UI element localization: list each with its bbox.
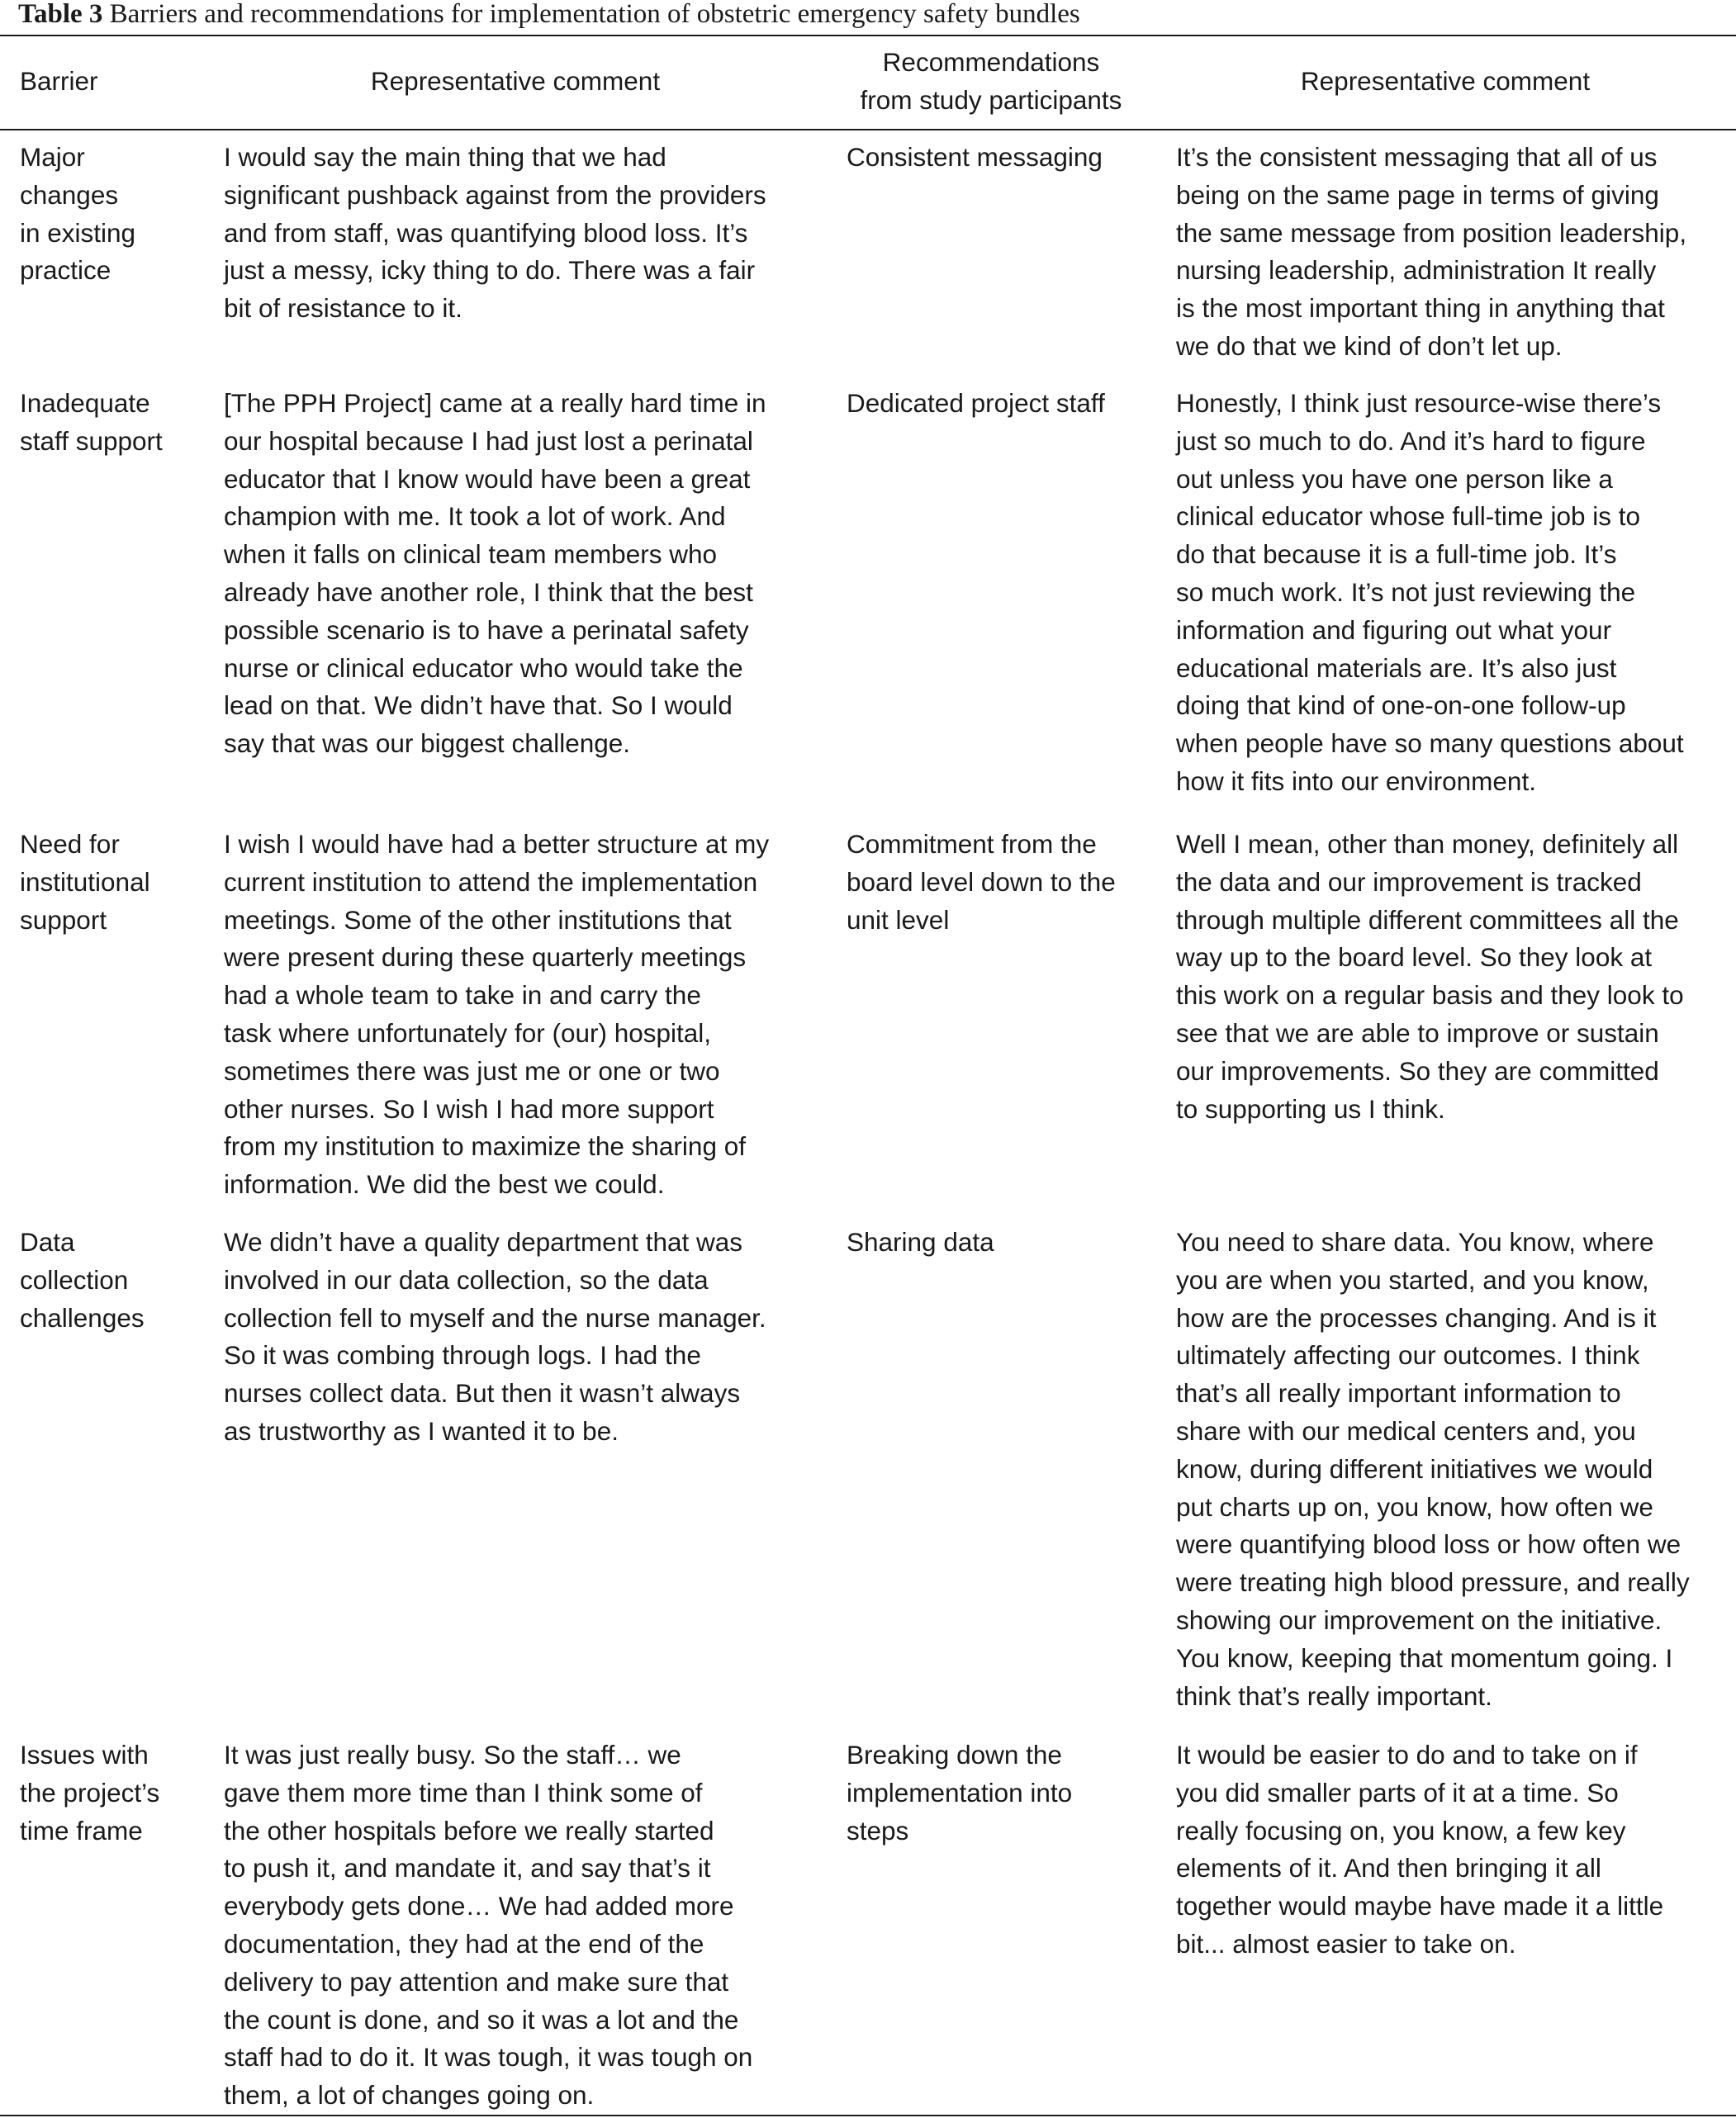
- cell-comment1-line: current institution to attend the implementation: [224, 866, 758, 897]
- cell-comment2-line: this work on a regular basis and they look to: [1176, 980, 1684, 1011]
- cell-comment2-line: when people have so many questions about: [1176, 728, 1684, 759]
- cell-comment2-line: just so much to do. And it’s hard to figure: [1176, 425, 1646, 456]
- header-recommendation-line: from study participants: [860, 84, 1122, 115]
- cell-comment2-line: so much work. It’s not just reviewing the: [1176, 576, 1636, 607]
- cell-barrier-line: institutional: [20, 866, 150, 897]
- cell-comment2-line: the same message from position leadership,: [1176, 217, 1687, 248]
- cell-comment2-line: see that we are able to improve or sustain: [1176, 1017, 1659, 1048]
- cell-comment2-line: were treating high blood pressure, and really: [1176, 1567, 1690, 1598]
- cell-recommendation-line: Commitment from the: [847, 829, 1097, 859]
- cell-barrier-line: in existing: [20, 217, 136, 248]
- cell-comment2-line: you are when you started, and you know,: [1176, 1264, 1649, 1295]
- cell-comment1-line: documentation, they had at the end of the: [224, 1928, 704, 1959]
- header-barrier: [20, 63, 98, 101]
- cell-barrier: [20, 826, 150, 939]
- cell-recommendation-line: board level down to the: [847, 866, 1116, 897]
- cell-comment2-line: how it fits into our environment.: [1176, 765, 1536, 796]
- cell-recommendation-line: Sharing data: [847, 1227, 994, 1257]
- cell-comment2-line: Honestly, I think just resource-wise there’s: [1176, 388, 1662, 418]
- cell-comment2-line: You need to share data. You know, where: [1176, 1227, 1654, 1257]
- table-caption: [18, 0, 1080, 28]
- table-number: Table 3: [18, 0, 103, 29]
- cell-comment1-line: nurses collect data. But then it wasn’t always: [224, 1378, 741, 1409]
- cell-comment2-line: It’s the consistent messaging that all of us: [1176, 142, 1658, 172]
- cell-recommendation-line: unit level: [847, 904, 950, 935]
- table-bottom-rule: [0, 2115, 1736, 2116]
- cell-barrier-line: challenges: [20, 1302, 145, 1333]
- cell-comment2-line: that’s all really important information to: [1176, 1378, 1621, 1409]
- cell-barrier: [20, 1224, 145, 1337]
- cell-comment1-line: staff had to do it. It was tough, it was tough on: [224, 2042, 753, 2073]
- table-header-rule: [0, 129, 1736, 130]
- cell-comment1-line: gave them more time than I think some of: [224, 1777, 703, 1808]
- cell-barrier-line: support: [20, 904, 107, 935]
- cell-barrier-line: Data: [20, 1227, 75, 1257]
- cell-comment2: [1176, 1224, 1690, 1715]
- cell-comment1-line: task where unfortunately for (our) hospital,: [224, 1017, 712, 1048]
- cell-comment2-line: information and figuring out what your: [1176, 614, 1612, 645]
- header-barrier-line: Barrier: [20, 65, 98, 96]
- cell-comment1-line: them, a lot of changes going on.: [224, 2080, 595, 2111]
- cell-comment1-line: It was just really busy. So the staff… we: [224, 1740, 681, 1770]
- cell-comment1-line: the count is done, and so it was a lot and the: [224, 2004, 739, 2035]
- cell-comment2-line: together would maybe have made it a little: [1176, 1891, 1664, 1921]
- cell-comment1-line: nurse or clinical educator who would take the: [224, 652, 743, 683]
- cell-comment2-line: ultimately affecting our outcomes. I think: [1176, 1340, 1640, 1371]
- cell-comment1: [224, 1737, 752, 2115]
- header-comment1-line: Representative comment: [370, 65, 661, 96]
- cell-comment1-line: as trustworthy as I wanted it to be.: [224, 1415, 619, 1446]
- cell-comment2-line: share with our medical centers and, you: [1176, 1415, 1636, 1446]
- cell-comment1-line: champion with me. It took a lot of work. And: [224, 501, 726, 532]
- cell-barrier-line: Inadequate: [20, 388, 150, 418]
- cell-barrier: [20, 385, 163, 461]
- cell-comment1-line: bit of resistance to it.: [224, 293, 462, 324]
- cell-recommendation: [847, 1737, 1072, 1850]
- cell-comment1-line: were present during these quarterly meetings: [224, 942, 747, 973]
- cell-comment2-line: nursing leadership, administration It really: [1176, 255, 1657, 286]
- cell-comment1-line: information. We did the best we could.: [224, 1169, 665, 1200]
- cell-comment1-line: the other hospitals before we really started: [224, 1815, 714, 1846]
- cell-barrier-line: the project’s: [20, 1777, 160, 1808]
- cell-comment1-line: say that was our biggest challenge.: [224, 728, 631, 759]
- cell-comment1: [224, 826, 769, 1204]
- cell-comment1-line: when it falls on clinical team members who: [224, 539, 717, 570]
- cell-comment2-line: really focusing on, you know, a few key: [1176, 1815, 1626, 1846]
- cell-barrier-line: time frame: [20, 1815, 143, 1846]
- cell-recommendation-line: implementation into: [847, 1777, 1073, 1808]
- cell-comment2: [1176, 385, 1684, 801]
- cell-comment1-line: involved in our data collection, so the data: [224, 1264, 709, 1295]
- header-recommendation-line: Recommendations: [882, 47, 1100, 77]
- cell-barrier: [20, 139, 135, 290]
- cell-comment1: [224, 1224, 766, 1451]
- cell-comment1-line: significant pushback against from the providers: [224, 179, 766, 210]
- cell-recommendation: [847, 1224, 994, 1262]
- cell-comment1-line: educator that I know would have been a great: [224, 463, 751, 494]
- cell-comment1-line: everybody gets done… We had added more: [224, 1891, 734, 1921]
- cell-recommendation-line: Consistent messaging: [847, 142, 1103, 172]
- cell-comment2-line: Well I mean, other than money, definitely all: [1176, 829, 1679, 859]
- cell-barrier-line: changes: [20, 179, 119, 210]
- cell-comment1-line: our hospital because I had just lost a perinatal: [224, 425, 753, 456]
- cell-comment1-line: We didn’t have a quality department that was: [224, 1227, 743, 1257]
- cell-comment2: [1176, 1737, 1663, 1964]
- cell-comment2-line: how are the processes changing. And is it: [1176, 1302, 1657, 1333]
- cell-barrier-line: staff support: [20, 425, 163, 456]
- cell-comment1: [224, 385, 766, 763]
- cell-comment2-line: were quantifying blood loss or how often we: [1176, 1529, 1681, 1560]
- cell-comment2-line: we do that we kind of don’t let up.: [1176, 330, 1563, 361]
- cell-comment1-line: collection fell to myself and the nurse manager.: [224, 1302, 766, 1333]
- cell-comment2-line: is the most important thing in anything that: [1176, 293, 1665, 324]
- cell-comment2-line: put charts up on, you know, how often we: [1176, 1491, 1653, 1522]
- cell-comment1-line: possible scenario is to have a perinatal safety: [224, 614, 749, 645]
- cell-comment2-line: think that’s really important.: [1176, 1680, 1492, 1711]
- cell-comment1-line: and from staff, was quantifying blood loss. It’s: [224, 217, 748, 248]
- cell-comment1-line: to push it, and mandate it, and say that’s it: [224, 1853, 711, 1883]
- cell-comment2-line: way up to the board level. So they look at: [1176, 942, 1653, 973]
- table-top-rule: [0, 35, 1736, 36]
- cell-comment2-line: It would be easier to do and to take on if: [1176, 1740, 1638, 1770]
- cell-comment2-line: you did smaller parts of it at a time. So: [1176, 1777, 1619, 1808]
- cell-comment1: [224, 139, 766, 328]
- cell-comment2-line: clinical educator whose full-time job is to: [1176, 501, 1641, 532]
- cell-comment2: [1176, 139, 1686, 366]
- cell-comment1-line: So it was combing through logs. I had the: [224, 1340, 701, 1371]
- cell-barrier-line: Issues with: [20, 1740, 149, 1770]
- cell-comment1-line: meetings. Some of the other institutions that: [224, 904, 732, 935]
- header-comment2-line: Representative comment: [1300, 65, 1591, 96]
- cell-recommendation: [847, 826, 1116, 939]
- cell-comment1-line: from my institution to maximize the sharing of: [224, 1131, 746, 1162]
- cell-comment2-line: showing our improvement on the initiative.: [1176, 1604, 1662, 1635]
- cell-comment1-line: other nurses. So I wish I had more support: [224, 1093, 714, 1124]
- cell-recommendation-line: steps: [847, 1815, 909, 1846]
- table-title: Barriers and recommendations for implementation of obstetric emergency safety bundles: [109, 0, 1080, 29]
- cell-comment2-line: educational materials are. It’s also just: [1176, 652, 1617, 683]
- cell-comment1-line: lead on that. We didn’t have that. So I would: [224, 690, 733, 721]
- cell-comment1-line: already have another role, I think that the best: [224, 576, 753, 607]
- header-comment2: [1115, 63, 1736, 101]
- cell-comment1-line: had a whole team to take in and carry the: [224, 980, 701, 1011]
- cell-comment2-line: bit... almost easier to take on.: [1176, 1928, 1516, 1959]
- cell-recommendation-line: Dedicated project staff: [847, 388, 1105, 418]
- cell-comment2-line: do that because it is a full-time job. It’s: [1176, 539, 1617, 570]
- cell-comment2-line: to supporting us I think.: [1176, 1093, 1445, 1124]
- cell-comment2-line: being on the same page in terms of giving: [1176, 179, 1659, 210]
- cell-barrier-line: collection: [20, 1264, 129, 1295]
- cell-comment2-line: You know, keeping that momentum going. I: [1176, 1642, 1673, 1673]
- cell-recommendation: [847, 385, 1105, 423]
- cell-barrier-line: Need for: [20, 829, 120, 859]
- cell-comment2-line: our improvements. So they are committed: [1176, 1055, 1659, 1086]
- cell-comment1-line: delivery to pay attention and make sure that: [224, 1966, 729, 1997]
- cell-recommendation-line: Breaking down the: [847, 1740, 1062, 1770]
- cell-comment2-line: elements of it. And then bringing it all: [1176, 1853, 1601, 1883]
- cell-comment2: [1176, 826, 1684, 1128]
- cell-comment1-line: [The PPH Project] came at a really hard time in: [224, 388, 766, 418]
- cell-comment1-line: I would say the main thing that we had: [224, 142, 666, 172]
- cell-comment1-line: just a messy, icky thing to do. There was a fair: [224, 255, 756, 286]
- cell-barrier-line: practice: [20, 255, 111, 286]
- cell-barrier-line: Major: [20, 142, 85, 172]
- cell-comment1-line: I wish I would have had a better structure at my: [224, 829, 770, 859]
- cell-comment1-line: sometimes there was just me or one or two: [224, 1055, 720, 1086]
- cell-comment2-line: know, during different initiatives we would: [1176, 1453, 1653, 1484]
- cell-recommendation: [847, 139, 1103, 177]
- cell-comment2-line: through multiple different committees all the: [1176, 904, 1679, 935]
- cell-comment2-line: the data and our improvement is tracked: [1176, 866, 1642, 897]
- cell-barrier: [20, 1737, 159, 1850]
- cell-comment2-line: doing that kind of one-on-one follow-up: [1176, 690, 1626, 721]
- cell-comment2-line: out unless you have one person like a: [1176, 463, 1613, 494]
